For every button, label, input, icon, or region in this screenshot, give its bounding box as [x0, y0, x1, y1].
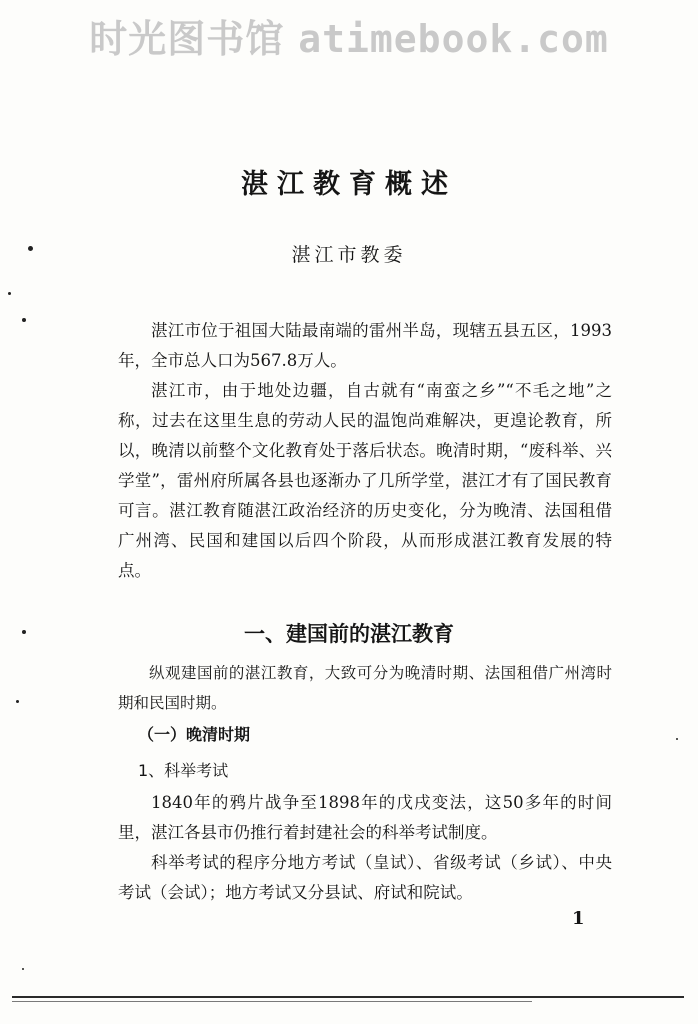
- paragraph-section-intro: 纵观建国前的湛江教育，大致可分为晚清时期、法国租借广州湾时期和民国时期。: [118, 664, 612, 712]
- scan-speck: [22, 968, 24, 970]
- scan-speck: [22, 630, 26, 634]
- paragraph-intro: 湛江市位于祖国大陆最南端的雷州半岛，现辖五县五区，1993年，全市总人口为567.8万人。: [118, 321, 612, 370]
- section-heading: 一、建国前的湛江教育: [244, 622, 454, 646]
- page-number: 1: [572, 908, 585, 929]
- scan-speck: [8, 292, 11, 295]
- scan-speck: [28, 246, 33, 251]
- subheading-late-qing: （一）晚清时期: [138, 725, 251, 744]
- bottom-rule: [12, 996, 684, 998]
- watermark-chinese: 时光图书馆: [89, 17, 285, 61]
- watermark-url: atimebook.com: [298, 17, 609, 61]
- paragraph-exam-procedure: 科举考试的程序分地方考试（皇试）、省级考试（乡试）、中央考试（会试）；地方考试又分县试、府试和院试。: [118, 853, 612, 902]
- subheading-imperial-exam: 1、科举考试: [138, 761, 229, 780]
- scan-speck: [676, 738, 678, 740]
- article-author: 湛江市教委: [291, 244, 407, 266]
- article-title: 湛江教育概述: [241, 169, 457, 200]
- bottom-rule-secondary: [12, 1001, 532, 1002]
- scan-speck: [22, 318, 26, 322]
- scan-speck: [16, 700, 19, 703]
- paragraph-background: 湛江市，由于地处边疆，自古就有“南蛮之乡”“不毛之地”之称，过去在这里生息的劳动人民的温饱尚难解决，更遑论教育，所以，晚清以前整个文化教育处于落后状态。晚清时期，“废科举、兴学堂”，雷州府所属各县也逐渐办了几所学堂，湛江才有了国民教育可言。湛江教育随湛江政治经济的历史变化，分为晚清、法国租借广州湾、民国和建国以后四个阶段，从而形成湛江教育发展的特点。: [118, 381, 612, 580]
- paragraph-exam-history: 1840年的鸦片战争至1898年的戊戌变法，这50多年的时间里，湛江各县市仍推行着封建社会的科举考试制度。: [118, 793, 612, 842]
